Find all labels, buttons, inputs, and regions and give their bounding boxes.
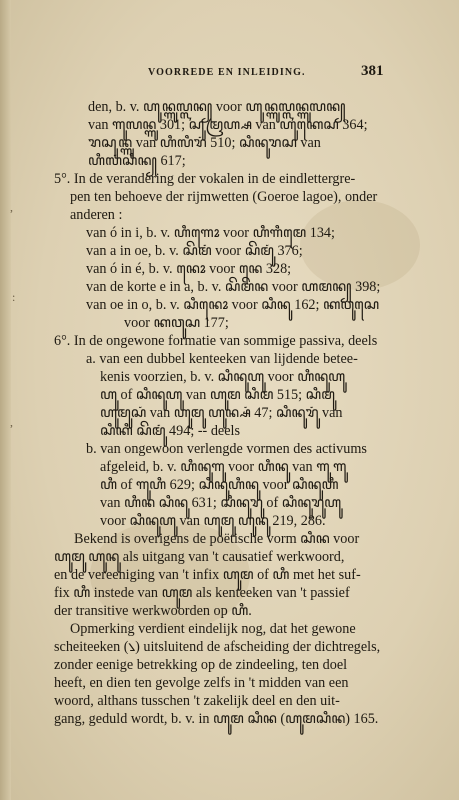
text-line: afgeleid, b. v. ꦲꦶꦤꦸꦒꦸ voor ꦲꦶꦤꦸ van ꦒꦸ ꦒꦸ bbox=[100, 459, 347, 475]
text-line: kenis voorzien, b. v. ꦱꦶꦤꦸꦲꦸ voor ꦲꦶꦤꦸꦲꦸ bbox=[100, 369, 346, 385]
text-line: 5°. In de verandering der vokalen in de eindlettergre- bbox=[54, 171, 356, 187]
text-line: pen ten behoeve der rijmwetten (Goeroe lagoe), onder bbox=[70, 189, 378, 205]
margin-mark: , bbox=[10, 200, 13, 214]
text-line: fix ꦲꦶ instede van ꦲꦸꦩ als kenteeken van 't passief bbox=[54, 585, 350, 601]
text-line: ꦱꦶꦏꦶ ꦱꦼꦩꦸꦁ 494; -- deels bbox=[100, 423, 240, 439]
text-line: van ꦲꦶꦤ ꦱꦶꦤꦸ 631; ꦱꦶꦤꦸꦫꦸ of ꦱꦶꦤꦸꦫꦸꦲꦸ bbox=[100, 495, 342, 511]
text-line: anderen : bbox=[70, 207, 123, 223]
text-line: der transitive werkwoorden op ꦲꦶ. bbox=[54, 603, 252, 619]
text-line: ꦲꦶꦭꦁꦱꦶꦤ꧀ 617; bbox=[88, 153, 186, 169]
text-line: a. van een dubbel kenteeken van lijdende betee- bbox=[86, 351, 358, 367]
text-line: voor ꦱꦶꦤꦸꦲꦸ van ꦲꦸꦩꦸ ꦲꦸꦤꦸ 219, 286. bbox=[100, 513, 326, 529]
text-line: b. van ongewoon verlengde vormen des activums bbox=[86, 441, 367, 457]
text-line: van ó in i, b. v. ꦲꦶꦒꦺꦴ voor ꦲꦶꦒꦶꦩꦺ 134; bbox=[86, 225, 335, 241]
text-line: Opmerking verdient eindelijk nog, dat het gewone bbox=[70, 621, 356, 637]
text-line: scheiteeken (꧈) uitsluitend de afscheiding der dichtregels, bbox=[54, 639, 381, 655]
text-line: van oe in o, b. v. ꦱꦶꦤꦺꦴ voor ꦱꦶꦤꦸ 162; ꦏꦮꦸꦱꦺ bbox=[86, 297, 380, 313]
text-line: van ó in é, b. v. ꦤꦺꦴ voor ꦤꦺ 328; bbox=[86, 261, 292, 277]
text-line: van a in oe, b. v. ꦱꦼꦩꦁ voor ꦱꦼꦩꦸꦁ 376; bbox=[86, 243, 303, 259]
page-header bbox=[0, 63, 459, 83]
margin-mark: , bbox=[10, 415, 13, 429]
text-line: heeft, en dien ten gevolge zelfs in 't midden van een bbox=[54, 675, 349, 691]
text-line: ꦲꦸꦩꦸ ꦲꦸꦤꦸ als uitgang van 't causatief werkwoord, bbox=[54, 549, 345, 565]
text-line: van de korte e in a, b. v. ꦱꦼꦩꦼꦤ voor ꦲꦩꦤ꧀ 398; bbox=[86, 279, 381, 295]
text-line: van ꦒꦸꦭꦤ꧀ꦒꦸ 301; ꦱꦸꦩꦿꦲ꧀ꦱ van ꦲꦸꦏꦺꦱ 364; bbox=[88, 117, 368, 133]
paper-stain bbox=[300, 200, 420, 290]
text-line: den, b. v. ꦲꦸꦤ꧀ꦒꦸꦭ꧀ꦭꦤ꧀ voor ꦲꦸꦤ꧀ꦒꦸꦭ꧀ꦭꦤ꧀ꦒꦸꦭꦤ꧀ bbox=[88, 99, 346, 115]
text-line: ꦲꦸ of ꦱꦶꦤꦸꦲꦸ van ꦲꦸꦩ ꦱꦶꦩ 515; ꦱꦶꦩꦸ bbox=[100, 387, 335, 403]
page-binding-edge bbox=[0, 0, 11, 800]
text-line: woord, althans tusschen 't zakelijk deel en den uit- bbox=[54, 693, 340, 709]
margin-mark: : bbox=[12, 290, 16, 304]
text-line: gang, geduld wordt, b. v. in ꦲꦸꦩ ꦱꦶꦤ (ꦲꦸꦩꦱꦶꦤ) 165. bbox=[54, 711, 379, 727]
text-line: zonder eenige betrekking op de zindeeling, ten doel bbox=[54, 657, 348, 673]
running-head: VOORREDE EN INLEIDING. bbox=[148, 67, 306, 78]
text-line: ꦲꦸꦩꦸꦱꦁ van ꦲꦸꦩꦸ ꦲꦸꦤ꧀ꦱꦁ 47; ꦱꦶꦤꦸꦫꦸꦁ van bbox=[100, 405, 343, 421]
text-line: voor ꦏꦮꦸꦱ 177; bbox=[124, 315, 229, 331]
page-number: 381 bbox=[361, 63, 384, 79]
text-line: ꦲꦶ of ꦒꦸꦲꦶ 629; ꦱꦶꦤꦸꦲꦶꦤꦸ voor ꦱꦶꦤꦸꦲꦶ bbox=[100, 477, 339, 493]
text-line: ꦫꦱꦸꦤ꧀ꦒꦸ van ꦲꦶꦭꦶꦫꦁ 510; ꦱꦶꦤꦸꦫꦱ van bbox=[88, 135, 321, 151]
text-line: 6°. In de ongewone formatie van sommige passiva, deels bbox=[54, 333, 378, 349]
text-line: en de vereeniging van 't infix ꦲꦸꦩ of ꦲꦶ met het suf- bbox=[54, 567, 361, 583]
text-line: Bekend is overigens de poëtische vorm ꦱꦶꦤ voor bbox=[74, 531, 360, 547]
